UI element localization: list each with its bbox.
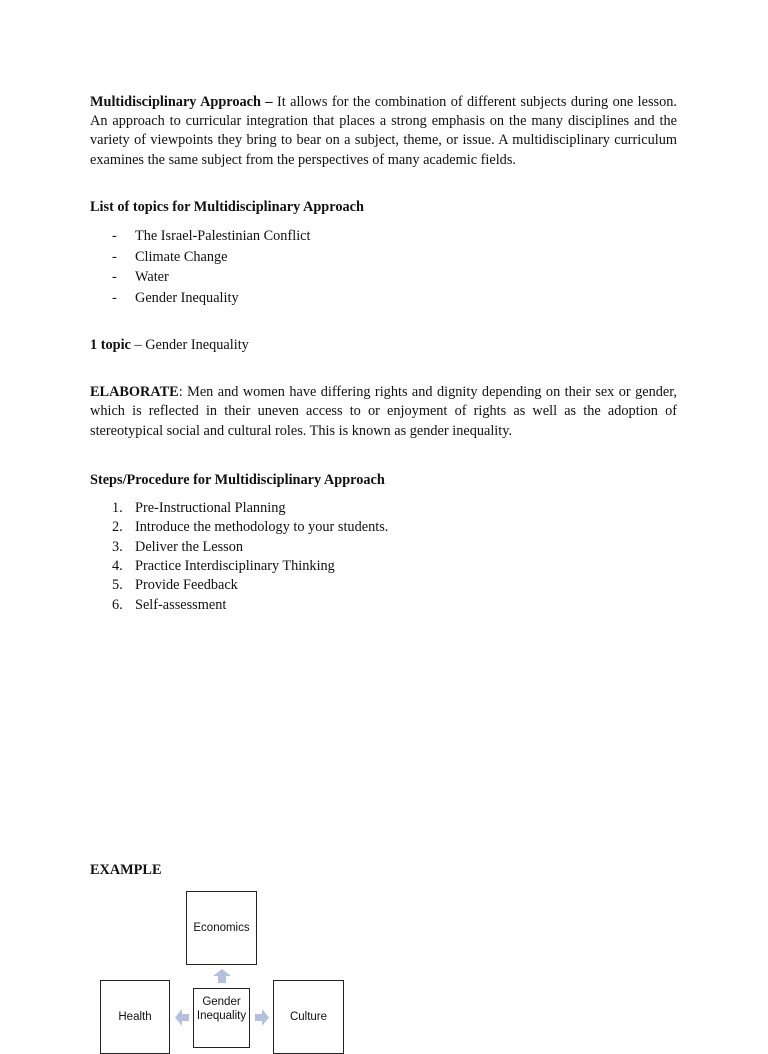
step-text: Practice Interdisciplinary Thinking xyxy=(135,557,335,574)
dash-bullet: - xyxy=(112,248,117,265)
step-text: Provide Feedback xyxy=(135,577,238,594)
list-item xyxy=(90,268,677,289)
dash-bullet: - xyxy=(112,228,117,245)
arrow-up-icon xyxy=(212,969,232,984)
example-heading: EXAMPLE xyxy=(90,862,162,878)
list-item-text: Water xyxy=(135,269,169,286)
list-item-text: Gender Inequality xyxy=(135,289,239,306)
list-item xyxy=(90,596,677,615)
list-item xyxy=(90,576,677,595)
intro-text: It allows for the combination of different subjects during one lesson. An approach to curricular integration that places a strong emphasis on the many disciplines and the variety of viewpoints they bring to bear on a subject, theme, or issue. A multidisciplinary curriculum examines the same subject from the perspectives of many academic fields. xyxy=(90,94,677,168)
list-item xyxy=(90,499,677,518)
elaborate-label: ELABORATE xyxy=(90,384,179,401)
intro-paragraph xyxy=(90,93,677,170)
one-topic-text: – Gender Inequality xyxy=(130,337,249,354)
step-number: 3. xyxy=(112,538,123,555)
list-item-text: Climate Change xyxy=(135,248,228,265)
list-item xyxy=(90,538,677,557)
elaborate-paragraph xyxy=(90,383,677,441)
node-culture: Culture xyxy=(273,980,344,1054)
list-item xyxy=(90,289,677,310)
list-item xyxy=(90,518,677,537)
step-text: Pre-Instructional Planning xyxy=(135,500,286,517)
arrow-right-icon xyxy=(254,1009,269,1026)
node-gender-inequality: Gender Inequality xyxy=(193,988,250,1048)
steps-list xyxy=(90,499,677,615)
arrow-left-shape xyxy=(175,1009,189,1026)
step-number: 6. xyxy=(112,596,123,613)
topics-list xyxy=(90,227,677,309)
step-text: Self-assessment xyxy=(135,596,227,613)
list-item xyxy=(90,227,677,248)
step-number: 5. xyxy=(112,577,123,594)
list-item xyxy=(90,248,677,269)
node-economics: Economics xyxy=(186,891,257,965)
step-number: 1. xyxy=(112,500,123,517)
arrow-right-shape xyxy=(255,1009,269,1026)
dash-bullet: - xyxy=(112,289,117,306)
arrow-left-icon xyxy=(175,1009,190,1026)
step-text: Deliver the Lesson xyxy=(135,538,243,555)
dash-bullet: - xyxy=(112,269,117,286)
arrow-up-shape xyxy=(213,969,231,983)
elaborate-text: : Men and women have differing rights and dignity depending on their sex or gender, which is reflected in their uneven access to or enjoyment of rights as well as the adoption of stereotypical social and cultural roles. This is known as gender inequality. xyxy=(90,384,677,439)
step-text: Introduce the methodology to your students. xyxy=(135,519,389,536)
node-health: Health xyxy=(100,980,170,1054)
topics-heading: List of topics for Multidisciplinary Approach xyxy=(90,198,364,215)
step-number: 2. xyxy=(112,519,123,536)
intro-term: Multidisciplinary Approach – xyxy=(90,94,273,110)
list-item-text: The Israel-Palestinian Conflict xyxy=(135,228,311,245)
one-topic-line xyxy=(90,336,677,355)
document-body xyxy=(90,93,677,615)
list-item xyxy=(90,557,677,576)
steps-heading: Steps/Procedure for Multidisciplinary Approach xyxy=(90,471,385,488)
step-number: 4. xyxy=(112,557,123,574)
one-topic-label: 1 topic xyxy=(90,337,131,354)
